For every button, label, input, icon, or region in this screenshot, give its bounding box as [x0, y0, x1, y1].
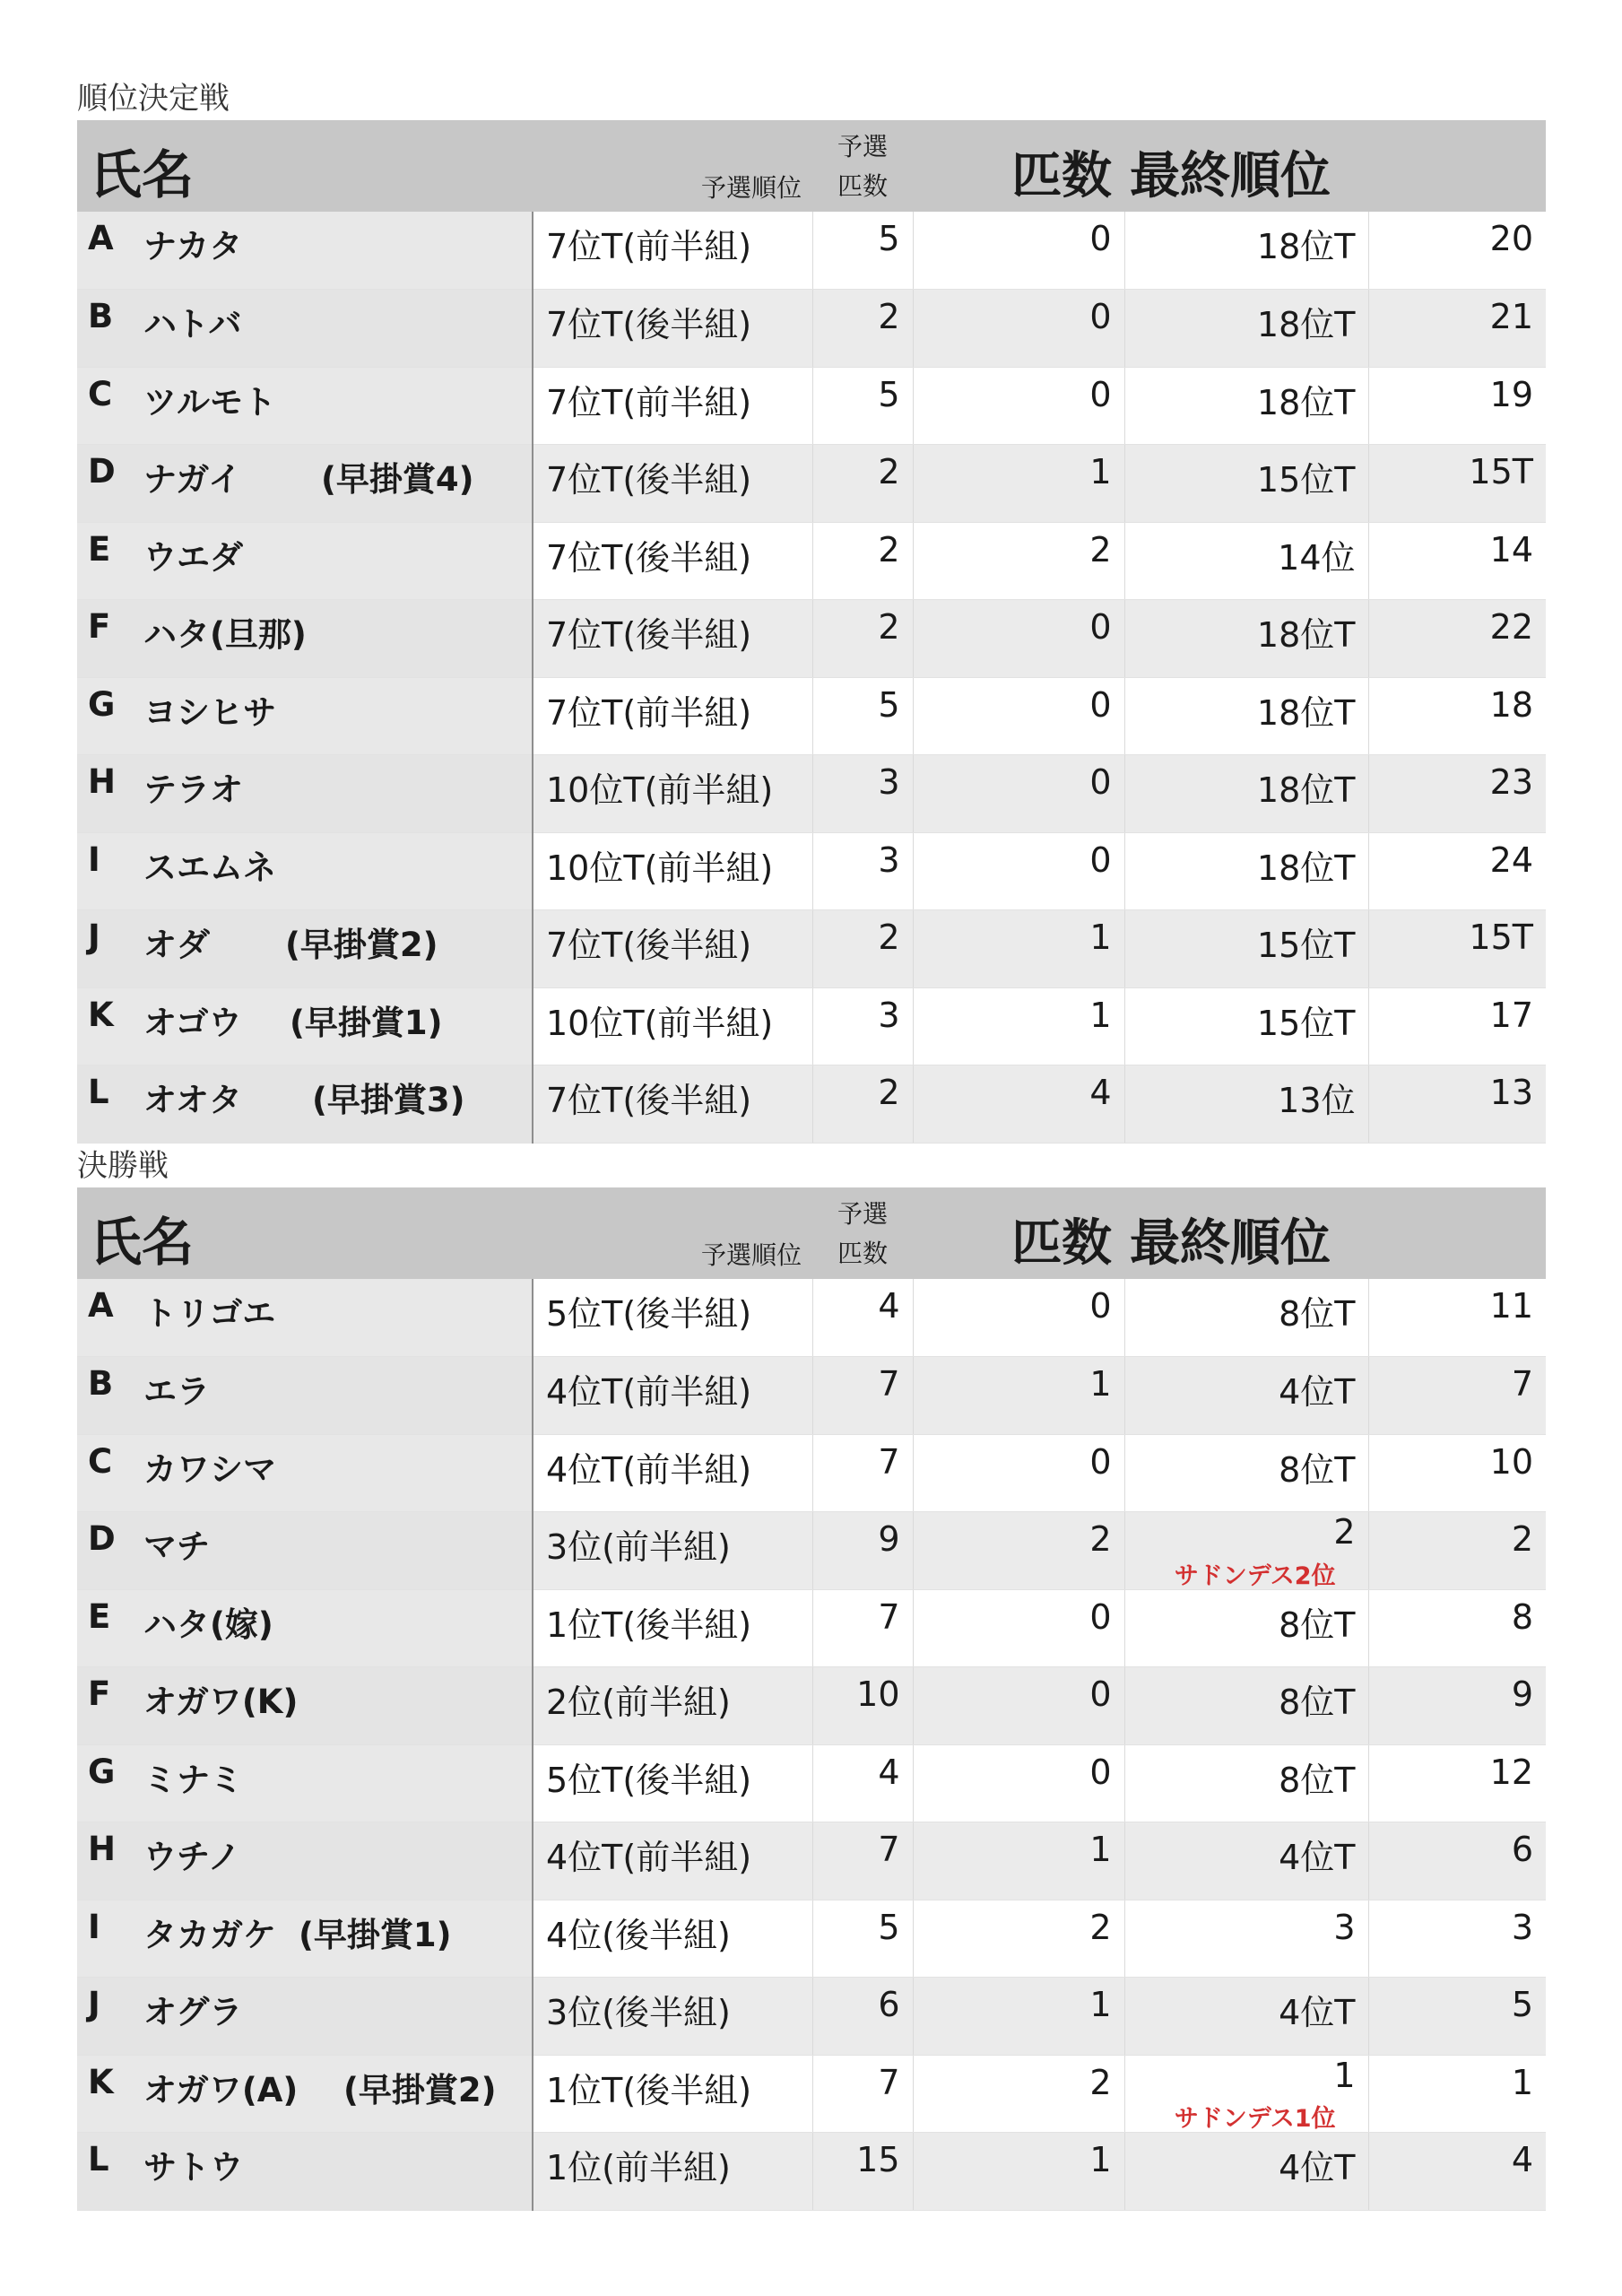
count-cell: 1 — [913, 1357, 1124, 1435]
yosen-count-cell: 2 — [812, 445, 913, 523]
header-count: 匹数 — [1011, 1214, 1112, 1273]
row-letter: C — [88, 374, 113, 413]
section-title-final: 決勝戦 — [77, 1148, 169, 1184]
final-rank-cell — [1124, 1357, 1368, 1435]
final-rank-cell — [1124, 832, 1368, 910]
header-count: 匹数 — [1011, 147, 1112, 205]
player-name: ハトバ — [143, 305, 242, 344]
count-cell: 0 — [913, 1434, 1124, 1512]
yosen-count-cell: 5 — [812, 677, 913, 755]
name-cell — [77, 1744, 533, 1822]
final-rank-value: 18位T — [1256, 848, 1356, 888]
overall-rank-cell: 23 — [1368, 755, 1546, 833]
overall-rank-cell: 17 — [1368, 987, 1546, 1065]
table-row — [77, 1512, 1546, 1590]
row-letter: H — [88, 762, 116, 801]
table-row — [77, 2055, 1546, 2133]
header-yosen-count-line2: 匹数 — [837, 171, 888, 201]
header-name-cell — [77, 120, 533, 212]
header-yosen-count-cell — [812, 1187, 913, 1279]
name-cell — [77, 910, 533, 988]
header-yosen-rank: 予選順位 — [700, 1240, 802, 1270]
player-name: オゴウ — [143, 1003, 242, 1042]
row-letter: E — [88, 1596, 111, 1636]
final-rank-value: 2 — [1333, 1512, 1356, 1552]
yosen-rank-cell: 7位T(後半組) — [533, 445, 812, 523]
yosen-rank-cell: 10位T(前半組) — [533, 755, 812, 833]
overall-rank-cell: 13 — [1368, 1065, 1546, 1144]
final-rank-cell — [1124, 1589, 1368, 1667]
overall-rank-cell: 14 — [1368, 522, 1546, 600]
yosen-rank-cell: 3位(前半組) — [533, 1512, 812, 1590]
row-letter: B — [88, 297, 114, 335]
row-letter: K — [88, 2062, 114, 2101]
overall-rank-cell: 21 — [1368, 290, 1546, 368]
count-cell: 2 — [913, 2055, 1124, 2133]
overall-rank-cell: 20 — [1368, 212, 1546, 290]
overall-rank-cell: 6 — [1368, 1822, 1546, 1900]
header-yosen-rank-cell — [533, 1187, 812, 1279]
final-rank-value: 18位T — [1256, 382, 1356, 422]
row-letter: L — [88, 1073, 109, 1111]
yosen-rank-cell: 7位T(後半組) — [533, 290, 812, 368]
final-rank-value: 15位T — [1256, 926, 1356, 965]
final-rank-cell — [1124, 677, 1368, 755]
header-yosen-count-line2: 匹数 — [837, 1239, 888, 1268]
name-cell — [77, 677, 533, 755]
final-rank-cell — [1124, 1978, 1368, 2056]
count-cell: 1 — [913, 445, 1124, 523]
yosen-count-cell: 4 — [812, 1744, 913, 1822]
name-cell — [77, 1589, 533, 1667]
final-table — [77, 1187, 1546, 2211]
final-rank-cell — [1124, 1065, 1368, 1144]
final-rank-value: 18位T — [1256, 305, 1356, 344]
yosen-rank-cell: 4位T(前半組) — [533, 1434, 812, 1512]
count-cell: 2 — [913, 522, 1124, 600]
yosen-rank-cell: 7位T(前半組) — [533, 212, 812, 290]
row-letter: H — [88, 1830, 116, 1868]
name-cell — [77, 1065, 533, 1144]
table-row — [77, 445, 1546, 523]
final-rank-cell — [1124, 290, 1368, 368]
final-rank-value: 18位T — [1256, 692, 1356, 733]
name-cell — [77, 367, 533, 445]
final-rank-value: 4位T — [1279, 1838, 1356, 1877]
yosen-rank-cell: 1位T(後半組) — [533, 2055, 812, 2133]
table-row — [77, 522, 1546, 600]
name-cell — [77, 445, 533, 523]
name-cell — [77, 1978, 533, 2056]
player-name: テラオ — [143, 770, 243, 809]
header-overall-cell — [1368, 1187, 1546, 1279]
yosen-count-cell: 6 — [812, 1978, 913, 2056]
row-letter: D — [88, 1519, 116, 1558]
name-cell — [77, 1279, 533, 1357]
final-rank-value: 8位T — [1279, 1605, 1356, 1645]
count-cell: 0 — [913, 1279, 1124, 1357]
yosen-count-cell: 4 — [812, 1279, 913, 1357]
table-row — [77, 677, 1546, 755]
early-prize-label: (早掛賞1) — [299, 1915, 452, 1954]
final-rank-value: 13位 — [1278, 1081, 1356, 1120]
name-cell — [77, 1900, 533, 1978]
yosen-count-cell: 9 — [812, 1512, 913, 1590]
early-prize-label: (早掛賞2) — [285, 926, 438, 964]
player-name: ハタ(嫁) — [143, 1605, 273, 1644]
header-yosen-count — [812, 127, 913, 206]
count-cell: 1 — [913, 1978, 1124, 2056]
yosen-rank-cell: 1位T(後半組) — [533, 1589, 812, 1667]
final-rank-value: 8位T — [1279, 1294, 1356, 1334]
yosen-count-cell: 3 — [812, 987, 913, 1065]
yosen-rank-cell: 4位(後半組) — [533, 1900, 812, 1978]
sudden-death-note: サドンデス2位 — [1174, 1561, 1336, 1589]
sudden-death-note: サドンデス1位 — [1174, 2105, 1336, 2133]
yosen-count-cell: 3 — [812, 755, 913, 833]
yosen-count-cell: 3 — [812, 832, 913, 910]
table-row — [77, 910, 1546, 988]
name-cell — [77, 2133, 533, 2211]
final-rank-value: 15位T — [1256, 1003, 1356, 1043]
count-cell: 0 — [913, 1589, 1124, 1667]
yosen-count-cell: 7 — [812, 2055, 913, 2133]
table-row — [77, 1978, 1546, 2056]
section-title-placement: 順位決定戦 — [77, 81, 230, 117]
table-row — [77, 1900, 1546, 1978]
final-rank-value: 8位T — [1279, 1449, 1356, 1490]
count-cell: 0 — [913, 290, 1124, 368]
header-name: 氏名 — [90, 144, 195, 205]
final-rank-cell — [1124, 1744, 1368, 1822]
player-name: オガワ(A) — [143, 2070, 299, 2109]
table-row — [77, 1822, 1546, 1900]
row-letter: L — [88, 2140, 109, 2179]
yosen-count-cell: 7 — [812, 1822, 913, 1900]
name-cell — [77, 522, 533, 600]
yosen-count-cell: 5 — [812, 367, 913, 445]
final-rank-cell — [1124, 445, 1368, 523]
yosen-count-cell: 7 — [812, 1434, 913, 1512]
table-row — [77, 1434, 1546, 1512]
count-cell: 0 — [913, 755, 1124, 833]
final-rank-cell — [1124, 2055, 1368, 2133]
overall-rank-cell: 19 — [1368, 367, 1546, 445]
name-cell — [77, 212, 533, 290]
name-cell — [77, 987, 533, 1065]
final-rank-cell — [1124, 522, 1368, 600]
early-prize-label: (早掛賞4) — [321, 460, 474, 499]
final-rank-value: 18位T — [1256, 227, 1356, 266]
final-rank-value: 18位T — [1256, 615, 1356, 655]
count-cell: 0 — [913, 1667, 1124, 1745]
final-rank-cell — [1124, 1667, 1368, 1745]
early-prize-label: (早掛賞2) — [343, 2070, 497, 2109]
overall-rank-cell: 15T — [1368, 445, 1546, 523]
final-rank-value: 18位T — [1256, 770, 1356, 810]
header-final-rank: 最終順位 — [1130, 147, 1331, 205]
header-yosen-count-line1: 予選 — [837, 132, 888, 161]
overall-rank-cell: 1 — [1368, 2055, 1546, 2133]
count-cell: 0 — [913, 677, 1124, 755]
yosen-count-cell: 2 — [812, 1065, 913, 1144]
table-row — [77, 1589, 1546, 1667]
final-rank-cell — [1124, 600, 1368, 678]
final-rank-cell — [1124, 755, 1368, 833]
final-rank-value: 1 — [1333, 2055, 1356, 2095]
row-letter: F — [88, 607, 111, 646]
yosen-count-cell: 15 — [812, 2133, 913, 2211]
table-row — [77, 1065, 1546, 1144]
count-cell: 0 — [913, 832, 1124, 910]
header-yosen-count — [812, 1195, 913, 1274]
name-cell — [77, 1667, 533, 1745]
final-rank-value: 4位T — [1279, 1372, 1356, 1412]
overall-rank-cell: 9 — [1368, 1667, 1546, 1745]
name-cell — [77, 2055, 533, 2133]
table-body — [77, 212, 1546, 1143]
table-row — [77, 1279, 1546, 1357]
player-name: スエムネ — [143, 848, 276, 887]
name-cell — [77, 290, 533, 368]
final-rank-cell — [1124, 1512, 1368, 1590]
yosen-rank-cell: 5位T(後半組) — [533, 1744, 812, 1822]
yosen-rank-cell: 1位(前半組) — [533, 2133, 812, 2211]
table-row — [77, 832, 1546, 910]
table-row — [77, 290, 1546, 368]
row-letter: D — [88, 452, 116, 491]
yosen-count-cell: 5 — [812, 1900, 913, 1978]
row-letter: C — [88, 1441, 113, 1481]
yosen-rank-cell: 7位T(前半組) — [533, 677, 812, 755]
name-cell — [77, 832, 533, 910]
table-row — [77, 1744, 1546, 1822]
count-cell: 4 — [913, 1065, 1124, 1144]
final-rank-cell — [1124, 1279, 1368, 1357]
table-row — [77, 212, 1546, 290]
player-name: オガワ(K) — [143, 1683, 299, 1721]
overall-rank-cell: 5 — [1368, 1978, 1546, 2056]
yosen-rank-cell: 10位T(前半組) — [533, 987, 812, 1065]
placement-table — [77, 120, 1546, 1144]
player-name: エラ — [143, 1372, 210, 1411]
overall-rank-cell: 2 — [1368, 1512, 1546, 1590]
player-name: ナガイ — [143, 460, 242, 499]
count-cell: 1 — [913, 987, 1124, 1065]
player-name: ツルモト — [143, 382, 276, 422]
header-name-cell — [77, 1187, 533, 1279]
name-cell — [77, 1512, 533, 1590]
header-overall-cell — [1368, 120, 1546, 212]
row-letter: A — [88, 219, 114, 257]
final-rank-value: 8位T — [1279, 1760, 1356, 1800]
header-count-cell — [913, 1187, 1124, 1279]
overall-rank-cell: 24 — [1368, 832, 1546, 910]
final-rank-value: 14位 — [1278, 537, 1356, 578]
count-cell: 1 — [913, 910, 1124, 988]
header-yosen-count-line1: 予選 — [837, 1199, 888, 1229]
count-cell: 2 — [913, 1900, 1124, 1978]
final-rank-cell — [1124, 1822, 1368, 1900]
header-name: 氏名 — [90, 1212, 195, 1273]
player-name: マチ — [143, 1527, 210, 1566]
count-cell: 0 — [913, 600, 1124, 678]
player-name: トリゴエ — [143, 1294, 276, 1333]
yosen-rank-cell: 5位T(後半組) — [533, 1279, 812, 1357]
count-cell: 1 — [913, 2133, 1124, 2211]
final-rank-value: 15位T — [1256, 460, 1356, 500]
overall-rank-cell: 3 — [1368, 1900, 1546, 1978]
final-rank-value: 4位T — [1279, 2148, 1356, 2187]
count-cell: 0 — [913, 212, 1124, 290]
final-rank-value: 3 — [1333, 1907, 1356, 1947]
header-yosen-rank: 予選順位 — [700, 173, 802, 203]
overall-rank-cell: 8 — [1368, 1589, 1546, 1667]
final-rank-cell — [1124, 367, 1368, 445]
final-rank-cell — [1124, 1434, 1368, 1512]
yosen-rank-cell: 7位T(前半組) — [533, 367, 812, 445]
final-rank-value: 8位T — [1279, 1683, 1356, 1722]
row-letter: J — [88, 918, 100, 956]
count-cell: 2 — [913, 1512, 1124, 1590]
final-rank-value: 4位T — [1279, 1993, 1356, 2032]
yosen-rank-cell: 7位T(後半組) — [533, 522, 812, 600]
overall-rank-cell: 11 — [1368, 1279, 1546, 1357]
player-name: ウエダ — [143, 537, 243, 577]
row-letter: G — [88, 1752, 116, 1791]
final-rank-cell — [1124, 2133, 1368, 2211]
header-final-rank: 最終順位 — [1130, 1214, 1331, 1273]
final-rank-cell — [1124, 987, 1368, 1065]
final-rank-cell — [1124, 1900, 1368, 1978]
overall-rank-cell: 7 — [1368, 1357, 1546, 1435]
row-letter: I — [88, 839, 100, 879]
name-cell — [77, 1822, 533, 1900]
yosen-rank-cell: 3位(後半組) — [533, 1978, 812, 2056]
yosen-rank-cell: 4位T(前半組) — [533, 1822, 812, 1900]
table-row — [77, 987, 1546, 1065]
table-body — [77, 1279, 1546, 2210]
yosen-count-cell: 2 — [812, 522, 913, 600]
table-row — [77, 367, 1546, 445]
count-cell: 1 — [913, 1822, 1124, 1900]
header-final-cell — [1124, 120, 1368, 212]
player-name: サトウ — [143, 2148, 243, 2187]
player-name: カワシマ — [143, 1449, 276, 1489]
table-row — [77, 2133, 1546, 2211]
table-row — [77, 1667, 1546, 1745]
overall-rank-cell: 10 — [1368, 1434, 1546, 1512]
count-cell: 0 — [913, 367, 1124, 445]
overall-rank-cell: 12 — [1368, 1744, 1546, 1822]
player-name: オダ — [143, 926, 210, 964]
row-letter: F — [88, 1674, 111, 1713]
yosen-count-cell: 7 — [812, 1357, 913, 1435]
player-name: ハタ(旦那) — [143, 615, 307, 654]
yosen-rank-cell: 7位T(後半組) — [533, 1065, 812, 1144]
table-row — [77, 600, 1546, 678]
final-rank-cell — [1124, 910, 1368, 988]
player-name: ナカタ — [143, 227, 243, 265]
header-yosen-count-cell — [812, 120, 913, 212]
yosen-rank-cell: 4位T(前半組) — [533, 1357, 812, 1435]
table-row — [77, 755, 1546, 833]
overall-rank-cell: 18 — [1368, 677, 1546, 755]
yosen-count-cell: 2 — [812, 910, 913, 988]
player-name: ヨシヒサ — [143, 692, 276, 732]
name-cell — [77, 1434, 533, 1512]
name-cell — [77, 1357, 533, 1435]
header-yosen-rank-cell — [533, 120, 812, 212]
row-letter: E — [88, 529, 111, 569]
yosen-rank-cell: 2位(前半組) — [533, 1667, 812, 1745]
player-name: オオタ — [143, 1081, 242, 1119]
player-name: ウチノ — [143, 1838, 241, 1876]
row-letter: J — [88, 1985, 100, 2023]
overall-rank-cell: 15T — [1368, 910, 1546, 988]
player-name: オグラ — [143, 1993, 243, 2031]
yosen-count-cell: 7 — [812, 1589, 913, 1667]
yosen-rank-cell: 7位T(後半組) — [533, 600, 812, 678]
final-rank-cell — [1124, 212, 1368, 290]
yosen-rank-cell: 7位T(後半組) — [533, 910, 812, 988]
row-letter: I — [88, 1907, 100, 1946]
overall-rank-cell: 4 — [1368, 2133, 1546, 2211]
early-prize-label: (早掛賞3) — [312, 1081, 465, 1119]
yosen-count-cell: 5 — [812, 212, 913, 290]
yosen-count-cell: 2 — [812, 290, 913, 368]
overall-rank-cell: 22 — [1368, 600, 1546, 678]
early-prize-label: (早掛賞1) — [290, 1003, 443, 1042]
player-name: タカガケ — [143, 1915, 276, 1954]
yosen-count-cell: 10 — [812, 1667, 913, 1745]
name-cell — [77, 600, 533, 678]
row-letter: G — [88, 684, 116, 724]
player-name: ミナミ — [143, 1760, 243, 1799]
count-cell: 0 — [913, 1744, 1124, 1822]
table-header — [77, 1187, 1546, 1279]
name-cell — [77, 755, 533, 833]
table-row — [77, 1357, 1546, 1435]
row-letter: K — [88, 995, 114, 1034]
row-letter: B — [88, 1364, 114, 1403]
table-header — [77, 120, 1546, 212]
row-letter: A — [88, 1286, 114, 1325]
yosen-rank-cell: 10位T(前半組) — [533, 832, 812, 910]
yosen-count-cell: 2 — [812, 600, 913, 678]
header-final-cell — [1124, 1187, 1368, 1279]
header-count-cell — [913, 120, 1124, 212]
